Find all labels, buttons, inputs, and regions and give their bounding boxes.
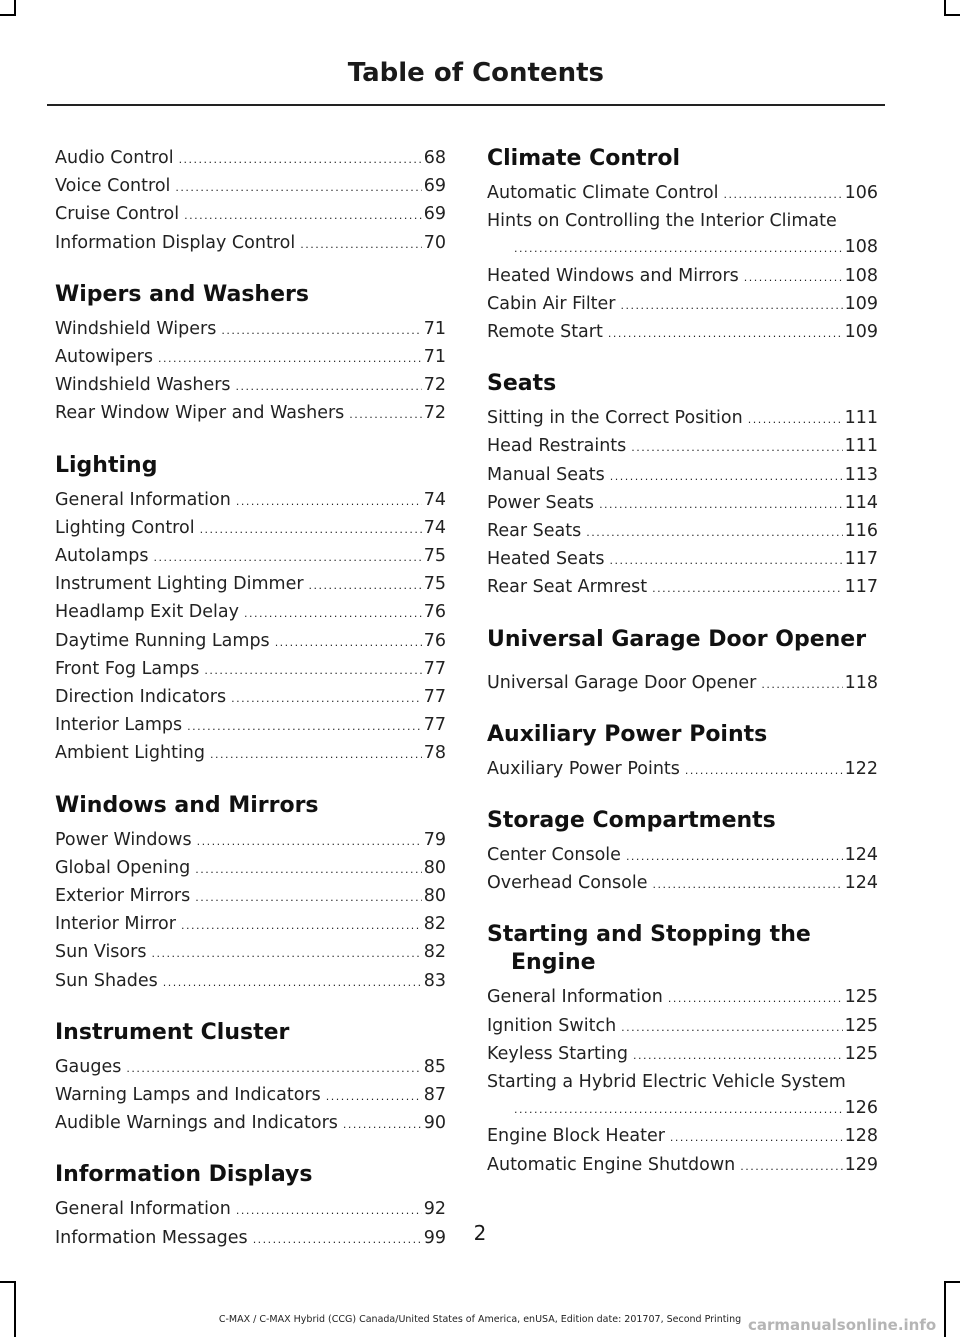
toc-entry-title: Cruise Control	[55, 204, 180, 225]
dot-leader	[668, 986, 843, 1012]
toc-entry[interactable]	[487, 1041, 878, 1069]
toc-entry-page: 92	[423, 1199, 446, 1220]
toc-entry[interactable]	[487, 319, 878, 347]
toc-entry-page: 76	[423, 630, 446, 651]
toc-entry[interactable]	[487, 1152, 878, 1180]
toc-entry-page: 125	[844, 1015, 878, 1036]
header-divider	[47, 104, 885, 106]
toc-entry-title: Automatic Engine Shutdown	[487, 1154, 736, 1175]
toc-entry-page: 124	[844, 873, 878, 894]
toc-entry-page: 99	[423, 1227, 446, 1248]
toc-entry-page: 69	[423, 204, 446, 225]
dot-leader	[653, 872, 843, 898]
dot-leader	[685, 758, 843, 784]
toc-section-heading	[55, 281, 446, 309]
dot-leader	[231, 686, 422, 712]
watermark: carmanualsonline.info	[748, 1316, 937, 1334]
toc-entry[interactable]	[487, 870, 878, 898]
toc-entry-page: 77	[423, 658, 446, 679]
toc-entry-page: 80	[423, 857, 446, 878]
toc-entry-title: Center Console	[487, 845, 621, 866]
toc-entry[interactable]	[487, 842, 878, 870]
crop-mark	[944, 1281, 960, 1283]
toc-entry-page: 76	[423, 602, 446, 623]
toc-entry-title: Ambient Lighting	[55, 743, 206, 764]
dot-leader	[633, 1043, 843, 1069]
dot-leader	[179, 147, 422, 173]
toc-entry-page: 82	[423, 942, 446, 963]
toc-section-heading	[487, 807, 878, 835]
section-heading-text: Windows and Mirrors	[55, 792, 319, 818]
toc-entry-title: Information Display Control	[55, 232, 296, 253]
toc-entry-page: 87	[423, 1085, 446, 1106]
dot-leader	[744, 265, 843, 291]
toc-entry-page: 75	[423, 574, 446, 595]
toc-entry-page: 117	[844, 577, 878, 598]
toc-entry[interactable]	[55, 344, 446, 372]
toc-section-heading	[487, 721, 878, 749]
dot-leader	[195, 857, 422, 883]
toc-entry-page: 114	[844, 492, 878, 513]
toc-entry[interactable]	[487, 405, 878, 433]
toc-entry-title: Voice Control	[55, 176, 171, 197]
section-heading-text: Climate Control	[487, 146, 681, 171]
toc-entry[interactable]	[55, 571, 446, 599]
toc-entry-title: Automatic Climate Control	[487, 183, 719, 203]
toc-entry[interactable]	[55, 599, 446, 627]
toc-entry-page: 69	[423, 176, 446, 197]
toc-entry[interactable]	[487, 546, 878, 574]
footer-edition-info: C-MAX / C-MAX Hybrid (CCG) Canada/United States of America, enUSA, Edition date: 201707, Second Printing	[218, 1314, 742, 1325]
section-heading-text: Instrument Cluster	[55, 1019, 290, 1045]
toc-section-heading	[55, 1019, 446, 1047]
toc-entry-title: Manual Seats	[487, 464, 605, 485]
toc-entry-title: Warning Lamps and Indicators	[55, 1085, 321, 1106]
dot-leader	[326, 1084, 422, 1110]
toc-entry-title: Hints on Controlling the Interior Climate	[487, 211, 837, 232]
toc-entry[interactable]	[487, 263, 878, 291]
toc-entry[interactable]	[487, 490, 878, 518]
section-heading-text: Seats	[487, 371, 557, 397]
toc-left-column	[55, 145, 446, 1253]
toc-entry[interactable]	[487, 670, 878, 698]
toc-entry-page: 71	[423, 347, 446, 368]
toc-entry-title: Remote Start	[487, 322, 603, 343]
toc-entry-title: Direction Indicators	[55, 687, 227, 708]
toc-entry[interactable]	[487, 574, 878, 602]
toc-entry-page: 125	[844, 987, 878, 1008]
toc-entry[interactable]	[55, 372, 446, 400]
toc-entry[interactable]	[55, 628, 446, 656]
dot-leader	[586, 520, 842, 546]
toc-entry-title: Sun Visors	[55, 942, 147, 963]
toc-entry-page: 109	[844, 293, 878, 314]
toc-entry-title: Rear Seat Armrest	[487, 577, 648, 598]
dot-leader	[244, 601, 422, 627]
dot-leader	[221, 318, 421, 344]
page-title: Table of Contents	[347, 58, 604, 88]
dot-leader	[599, 492, 843, 518]
toc-entry-page: 77	[423, 715, 446, 736]
toc-entry-title: Power Seats	[487, 492, 595, 513]
toc-entry[interactable]	[55, 968, 446, 996]
toc-entry-title: General Information	[487, 987, 663, 1008]
toc-entry-title: Overhead Console	[487, 873, 648, 894]
toc-entry-title: Gauges	[55, 1056, 122, 1077]
toc-right-column	[487, 145, 878, 1180]
toc-entry-title: Rear Seats	[487, 521, 582, 542]
toc-entry-page: 113	[844, 464, 878, 485]
page-number: 2	[473, 1221, 487, 1245]
section-heading-text: Universal Garage Door Opener	[487, 626, 867, 652]
dot-leader	[158, 346, 422, 372]
toc-entry[interactable]	[55, 400, 446, 428]
toc-entry-title: Interior Lamps	[55, 715, 183, 736]
dot-leader	[610, 548, 843, 574]
toc-entry-title: Information Messages	[55, 1227, 248, 1248]
toc-entry[interactable]	[55, 316, 446, 344]
toc-entry-title: Power Windows	[55, 829, 192, 850]
toc-entry-page: 72	[423, 403, 446, 424]
toc-entry-page: 77	[423, 687, 446, 708]
dot-leader	[210, 742, 422, 768]
toc-entry[interactable]	[487, 1013, 878, 1041]
toc-entry-title: Rear Window Wiper and Washers	[55, 403, 345, 424]
toc-entry-page: 117	[844, 549, 878, 570]
toc-entry-title: Keyless Starting	[487, 1043, 628, 1064]
toc-entry[interactable]	[55, 740, 446, 768]
toc-entry-page: 74	[423, 489, 446, 510]
dot-leader	[175, 175, 421, 201]
toc-entry[interactable]	[55, 1082, 446, 1110]
dot-leader	[309, 573, 422, 599]
dot-leader	[652, 576, 842, 602]
dot-leader	[163, 970, 422, 996]
toc-entry-page: 111	[844, 408, 878, 429]
toc-entry-page: 68	[423, 148, 446, 168]
toc-entry-page: 122	[844, 758, 878, 779]
toc-entry-title: Daytime Running Lamps	[55, 630, 270, 651]
toc-entry-title: Audible Warnings and Indicators	[55, 1113, 338, 1134]
dot-leader	[610, 464, 843, 490]
crop-mark	[944, 14, 960, 16]
toc-entry-page: 85	[423, 1056, 446, 1077]
toc-entry[interactable]	[55, 201, 446, 229]
toc-section-heading	[487, 145, 878, 173]
toc-entry-title: Heated Seats	[487, 549, 605, 570]
dot-leader	[187, 714, 422, 740]
dot-leader	[608, 321, 843, 347]
toc-entry-page: 118	[844, 672, 878, 693]
toc-entry-title: Sitting in the Correct Position	[487, 408, 743, 429]
toc-entry[interactable]	[487, 462, 878, 490]
toc-entry-page: 126	[844, 1098, 878, 1119]
toc-entry[interactable]	[55, 543, 446, 571]
dot-leader	[514, 1097, 843, 1123]
toc-entry-page: 78	[423, 743, 446, 764]
toc-entry[interactable]	[487, 756, 878, 784]
toc-entry-title: Lighting Control	[55, 517, 195, 538]
toc-entry-title: Windshield Washers	[55, 375, 231, 396]
dot-leader	[723, 182, 842, 208]
toc-entry[interactable]	[55, 883, 446, 911]
toc-entry-title: Cabin Air Filter	[487, 293, 616, 314]
toc-entry-page: 70	[423, 232, 446, 253]
dot-leader	[514, 236, 843, 262]
toc-section-heading	[55, 792, 446, 820]
toc-entry-title: Global Opening	[55, 857, 191, 878]
section-heading-text: Storage Compartments	[487, 808, 776, 834]
toc-entry-page: 108	[844, 265, 878, 286]
dot-leader	[275, 630, 422, 656]
toc-entry-page: 128	[844, 1126, 878, 1147]
section-heading-text: Wipers and Washers	[55, 281, 309, 307]
toc-entry[interactable]	[55, 1110, 446, 1138]
section-heading-text: Information Displays	[55, 1162, 313, 1188]
toc-entry-title: Interior Mirror	[55, 914, 176, 935]
toc-section-heading	[55, 452, 446, 480]
toc-entry-title: Instrument Lighting Dimmer	[55, 574, 304, 595]
toc-entry-page: 116	[844, 521, 878, 542]
toc-entry-page: 109	[844, 322, 878, 343]
toc-entry-title: Starting a Hybrid Electric Vehicle System	[487, 1072, 846, 1093]
crop-mark	[0, 1281, 16, 1283]
toc-entry[interactable]	[487, 291, 878, 319]
dot-leader	[236, 489, 422, 515]
toc-entry-title: Engine Block Heater	[487, 1126, 665, 1147]
toc-entry[interactable]	[55, 230, 446, 258]
toc-entry[interactable]	[487, 518, 878, 546]
dot-leader	[204, 658, 421, 684]
section-heading-text: Starting and Stopping the	[487, 922, 811, 948]
toc-entry-page: 74	[423, 517, 446, 538]
toc-entry-title: Autolamps	[55, 546, 149, 567]
dot-leader	[154, 545, 422, 571]
toc-entry-page: 71	[423, 318, 446, 339]
toc-entry-title: Auxiliary Power Points	[487, 758, 680, 779]
toc-entry[interactable]	[55, 1054, 446, 1082]
toc-entry-leader-line	[487, 1095, 878, 1123]
toc-entry-title: Heated Windows and Mirrors	[487, 265, 739, 286]
toc-entry[interactable]	[487, 1123, 878, 1151]
toc-entry-title: Exterior Mirrors	[55, 886, 191, 907]
toc-section-heading	[55, 1161, 446, 1189]
toc-entry-page: 124	[844, 845, 878, 866]
toc-entry-leader-line	[487, 234, 878, 262]
toc-entry-page: 125	[844, 1043, 878, 1064]
toc-section-heading	[487, 921, 878, 977]
toc-entry[interactable]	[487, 1069, 878, 1123]
section-heading-text-continued: Engine	[511, 950, 596, 976]
dot-leader	[236, 374, 422, 400]
toc-entry-title: Ignition Switch	[487, 1015, 617, 1036]
toc-entry-page: 111	[844, 436, 878, 457]
toc-entry[interactable]	[55, 712, 446, 740]
toc-entry[interactable]	[487, 984, 878, 1012]
toc-entry-page: 108	[844, 237, 878, 258]
dot-leader	[126, 1056, 421, 1082]
crop-mark	[944, 0, 946, 14]
dot-leader	[626, 844, 843, 870]
toc-entry-title: Universal Garage Door Opener	[487, 672, 757, 693]
toc-entry-page: 129	[844, 1154, 878, 1175]
toc-entry-title: Windshield Wipers	[55, 318, 217, 339]
toc-entry-title: Head Restraints	[487, 436, 627, 457]
toc-entry-page: 80	[423, 886, 446, 907]
toc-entry[interactable]	[487, 180, 878, 208]
toc-entry[interactable]	[55, 145, 446, 173]
toc-entry[interactable]	[487, 208, 878, 262]
dot-leader	[195, 885, 421, 911]
dot-leader	[621, 1015, 842, 1041]
dot-leader	[184, 203, 422, 229]
dot-leader	[300, 232, 422, 258]
toc-entry[interactable]	[55, 855, 446, 883]
toc-entry[interactable]	[55, 656, 446, 684]
crop-mark	[14, 0, 16, 14]
dot-leader	[621, 293, 843, 319]
toc-entry-title: Sun Shades	[55, 970, 158, 991]
toc-entry-page: 82	[423, 914, 446, 935]
toc-entry-title: General Information	[55, 489, 231, 510]
toc-entry-title: Headlamp Exit Delay	[55, 602, 239, 623]
toc-entry-title: Autowipers	[55, 347, 153, 368]
dot-leader	[670, 1125, 843, 1151]
toc-entry-page: 72	[423, 375, 446, 396]
dot-leader	[181, 913, 422, 939]
dot-leader	[197, 829, 422, 855]
toc-entry[interactable]	[55, 684, 446, 712]
crop-mark	[0, 14, 16, 16]
crop-mark	[14, 1281, 16, 1337]
toc-entry[interactable]	[487, 433, 878, 461]
dot-leader	[200, 517, 422, 543]
dot-leader	[631, 435, 842, 461]
dot-leader	[761, 672, 842, 698]
dot-leader	[748, 407, 843, 433]
toc-entry[interactable]	[55, 827, 446, 855]
dot-leader	[151, 941, 421, 967]
toc-section-heading	[487, 370, 878, 398]
toc-entry-title: Front Fog Lamps	[55, 658, 200, 679]
toc-entry[interactable]	[55, 173, 446, 201]
toc-entry-page: 90	[423, 1113, 446, 1134]
toc-entry-title: Audio Control	[55, 148, 174, 168]
toc-entry[interactable]	[55, 939, 446, 967]
toc-entry-page: 75	[423, 546, 446, 567]
toc-entry-page: 83	[423, 970, 446, 991]
section-heading-text: Lighting	[55, 452, 158, 478]
toc-entry[interactable]	[55, 911, 446, 939]
section-heading-text: Auxiliary Power Points	[487, 721, 768, 747]
toc-section-heading	[487, 626, 878, 654]
toc-entry-page: 79	[423, 829, 446, 850]
toc-entry-title: General Information	[55, 1199, 231, 1220]
dot-leader	[740, 1154, 842, 1180]
crop-mark	[944, 1281, 946, 1337]
dot-leader	[343, 1112, 422, 1138]
toc-entry-page: 106	[844, 183, 878, 203]
toc-entry[interactable]	[55, 515, 446, 543]
dot-leader	[349, 402, 421, 428]
toc-entry[interactable]	[55, 487, 446, 515]
